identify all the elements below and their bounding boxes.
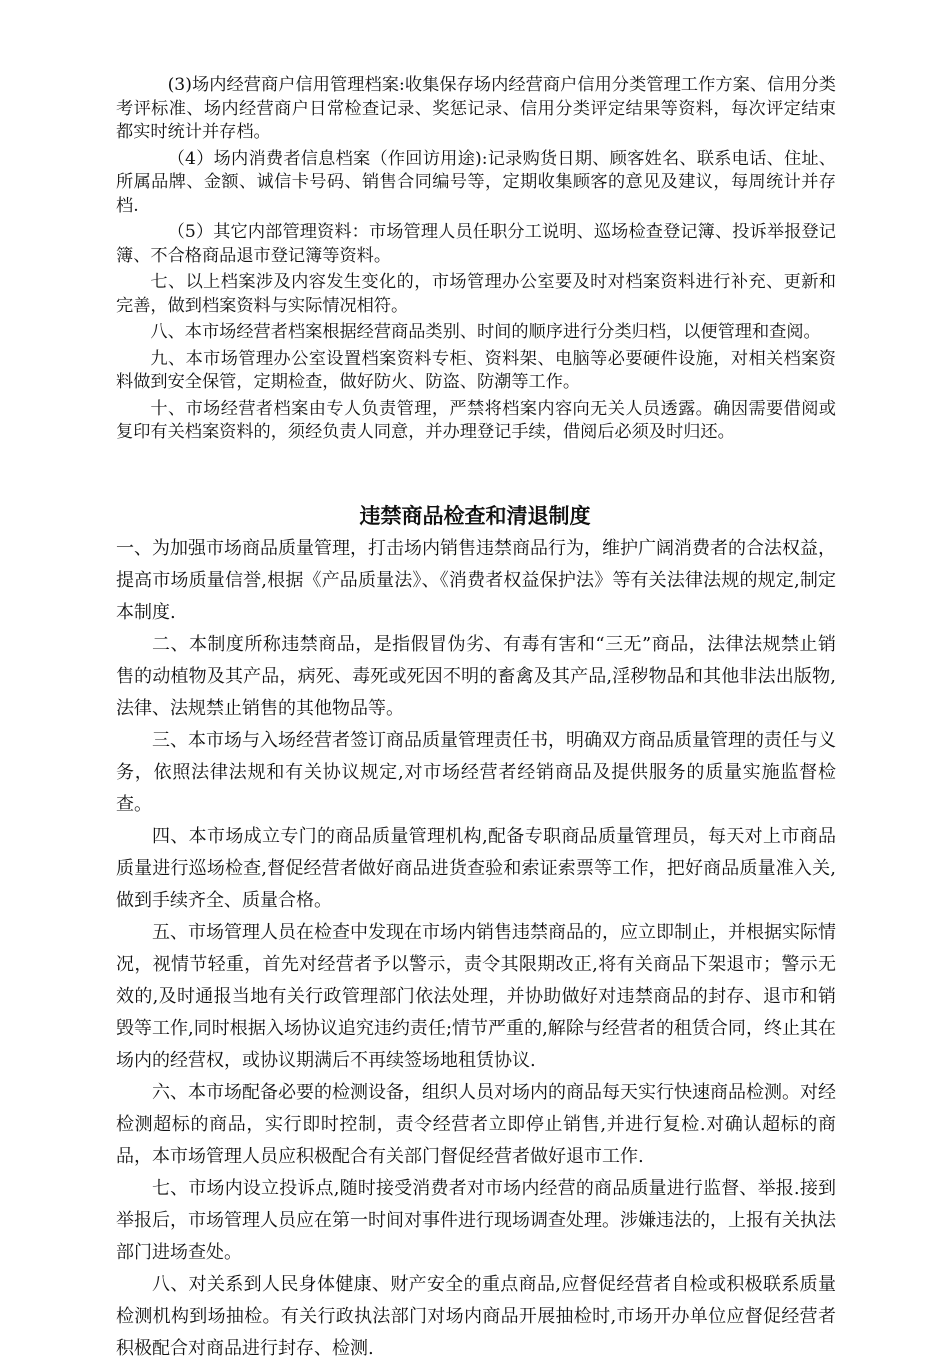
section-title: 违禁商品检查和清退制度: [359, 504, 591, 528]
paragraph-ten: 十、市场经营者档案由专人负责管理，严禁将档案内容向无关人员透露。确因需要借阅或复印有关档案资料的，须经负责人同意，并办理登记手续，借阅后必须及时归还。: [116, 398, 836, 442]
rule-four: 四、本市场成立专门的商品质量管理机构,配备专职商品质量管理员，每天对上市商品质量进行巡场检查,督促经营者做好商品进货查验和索证索票等工作，把好商品质量准入关,做到手续齐全、质量合格。: [116, 826, 836, 911]
paragraph-consumer-archive: （4）场内消费者信息档案（作回访用途):记录购货日期、顾客姓名、联系电话、住址、所属品牌、金额、诚信卡号码、销售合同编号等，定期收集顾客的意见及建议，每周统计并存档.: [116, 148, 836, 216]
rule-one: 一、为加强市场商品质量管理，打击场内销售违禁商品行为，维护广阔消费者的合法权益，提高市场质量信誉,根据《产品质量法》、《消费者权益保护法》等有关法律法规的规定,制定本制度.: [116, 538, 836, 623]
paragraph-eight: 八、本市场经营者档案根据经营商品类别、时间的顺序进行分类归档，以便管理和查阅。: [150, 322, 821, 342]
prohibited-goods-section: [116, 533, 836, 1365]
paragraph-seven: 七、以上档案涉及内容发生变化的，市场管理办公室要及时对档案资料进行补充、更新和完善，做到档案资料与实际情况相符。: [116, 272, 836, 316]
paragraph-other-records: （5）其它内部管理资料：市场管理人员任职分工说明、巡场检查登记簿、投诉举报登记簿、不合格商品退市登记簿等资料。: [116, 222, 836, 266]
rule-five: 五、市场管理人员在检查中发现在市场内销售违禁商品的，应立即制止，并根据实际情况，视情节轻重，首先对经营者予以警示，责令其限期改正,将有关商品下架退市；警示无效的,及时通报当地有关行政管理部门依法处理，并协助做好对违禁商品的封存、退市和销毁等工作,同时根据入场协议追究违约责任;情节严重的,解除与经营者的租赁合同，终止其在场内的经营权，或协议期满后不再续签场地租赁协议.: [116, 922, 836, 1071]
rule-six: 六、本市场配备必要的检测设备，组织人员对场内的商品每天实行快速商品检测。对经检测超标的商品，实行即时控制，责令经营者立即停止销售,并进行复检.对确认超标的商品，本市场管理人员应积极配合有关部门督促经营者做好退市工作.: [116, 1082, 836, 1167]
paragraph-credit-archive: (3)场内经营商户信用管理档案:收集保存场内经营商户信用分类管理工作方案、信用分类考评标准、场内经营商户日常检查记录、奖惩记录、信用分类评定结果等资料，每次评定结束都实时统计并存档。: [116, 75, 836, 142]
paragraph-nine: 九、本市场管理办公室设置档案资料专柜、资料架、电脑等必要硬件设施，对相关档案资料做到安全保管，定期检查，做好防火、防盗、防潮等工作。: [116, 348, 836, 392]
rule-seven: 七、市场内设立投诉点,随时接受消费者对市场内经营的商品质量进行监督、举报.接到举报后，市场管理人员应在第一时间对事件进行现场调查处理。涉嫌违法的，上报有关执法部门进场查处。: [116, 1178, 836, 1263]
archive-section: [116, 74, 836, 445]
rule-three: 三、本市场与入场经营者签订商品质量管理责任书，明确双方商品质量管理的责任与义务，依照法律法规和有关协议规定,对市场经营者经销商品及提供服务的质量实施监督检查。: [116, 730, 836, 815]
rule-eight: 八、对关系到人民身体健康、财产安全的重点商品,应督促经营者自检或积极联系质量检测机构到场抽检。有关行政执法部门对场内商品开展抽检时,市场开办单位应督促经营者积极配合对商品进行封存、检测.: [116, 1274, 836, 1359]
rule-two: 二、本制度所称违禁商品，是指假冒伪劣、有毒有害和“三无”商品，法律法规禁止销售的动植物及其产品，病死、毒死或死因不明的畜禽及其产品,淫秽物品和其他非法出版物,法律、法规禁止销售的其他物品等。: [116, 634, 836, 719]
